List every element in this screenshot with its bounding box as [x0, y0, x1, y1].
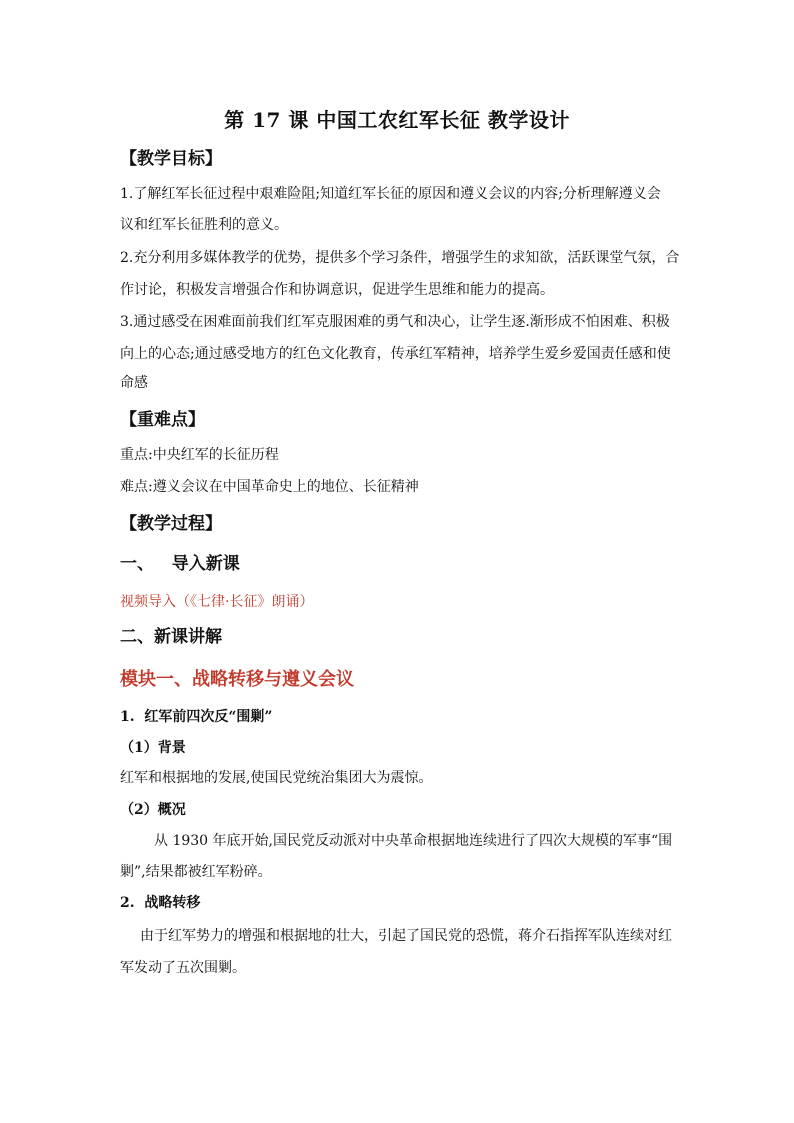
page-title: 第 17 课 中国工农红军长征 教学设计 — [224, 108, 570, 132]
item1-heading: 1. 红军前四次反“围剿” — [120, 709, 273, 725]
objective-line: 议和红军长征胜利的意义。 — [120, 217, 288, 233]
objectives-heading: 【教学目标】 — [120, 149, 222, 169]
objective-line: 命感 — [120, 375, 148, 391]
item1-sub1-text: 红军和根据地的发展,使国民党统治集团大为震惊。 — [120, 770, 433, 786]
process-heading: 【教学过程】 — [120, 514, 222, 534]
item1-sub2-heading: （2）概况 — [120, 802, 186, 818]
difficulty-text: 难点:遵义会议在中国革命史上的地位、长征精神 — [120, 479, 419, 495]
item1-sub2-line: 剿”,结果都被红军粉碎。 — [120, 864, 272, 880]
objective-line: 作讨论，积极发言增强合作和协调意识，促进学生思维和能力的提高。 — [120, 282, 554, 298]
objective-line: 3.通过感受在困难面前我们红军克服困难的勇气和决心，让学生逐.渐形成不怕困难、积极 — [120, 314, 670, 330]
part1-heading: 一、 导入新课 — [120, 554, 240, 574]
item2-heading: 2. 战略转移 — [120, 895, 201, 911]
part1-text: 视频导入（《七律·长征》朗诵） — [120, 594, 314, 610]
module1-heading: 模块一、战略转移与遵义会议 — [120, 669, 354, 690]
objective-line: 2.充分利用多媒体教学的优势，提供多个学习条件，增强学生的求知欲，活跃课堂气氛，合 — [120, 250, 680, 266]
part2-heading: 二、新课讲解 — [120, 627, 222, 647]
item2-line: 军发动了五次围剿。 — [120, 960, 246, 976]
item1-sub2-line: 从 1930 年底开始,国民党反动派对中央革命根据地连续进行了四次大规模的军事“围 — [154, 833, 673, 849]
objective-line: 向上的心态;通过感受地方的红色文化教育，传承红军精神，培养学生爱乡爱国责任感和使 — [120, 346, 671, 362]
key-points-heading: 【重难点】 — [120, 410, 205, 430]
item2-line: 由于红军势力的增强和根据地的壮大，引起了国民党的恐慌，蒋介石指挥军队连续对红 — [140, 928, 672, 944]
item1-sub1-heading: （1）背景 — [120, 740, 186, 756]
objective-line: 1.了解红军长征过程中艰难险阻;知道红军长征的原因和遵义会议的内容;分析理解遵义会 — [120, 186, 661, 202]
focus-text: 重点:中央红军的长征历程 — [120, 447, 279, 463]
